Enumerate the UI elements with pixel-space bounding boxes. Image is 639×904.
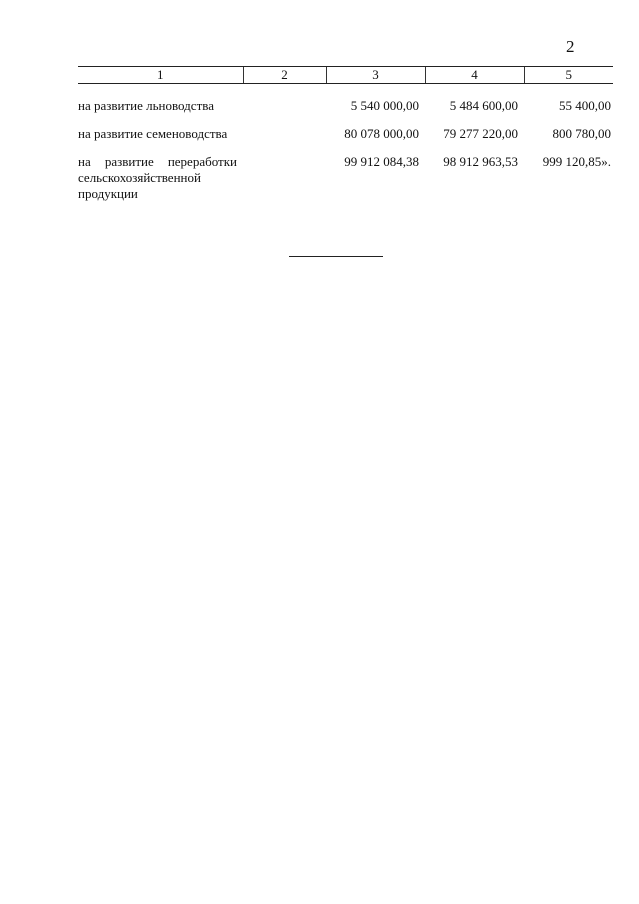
row-label: на развитие льноводства [78, 98, 214, 113]
row-col-2 [243, 84, 326, 115]
row-col-5: 999 120,85». [542, 154, 611, 169]
table-row-seeds [78, 114, 613, 142]
header-col-1: 1 [78, 67, 243, 84]
row-label: на развитие семеноводства [78, 126, 228, 141]
row-col-5: 800 780,00 [552, 126, 611, 141]
row-col-2 [243, 114, 326, 142]
row-col-4: 5 484 600,00 [449, 98, 518, 113]
header-col-3: 3 [326, 67, 425, 84]
header-col-2: 2 [243, 67, 326, 84]
row-col-5: 55 400,00 [559, 98, 611, 113]
header-col-4: 4 [425, 67, 524, 84]
budget-table [78, 66, 613, 202]
end-separator-line [289, 256, 383, 257]
table-body [78, 84, 613, 203]
row-col-3: 5 540 000,00 [350, 98, 419, 113]
row-col-4: 79 277 220,00 [443, 126, 518, 141]
row-col-3: 80 078 000,00 [344, 126, 419, 141]
row-col-3: 99 912 084,38 [344, 154, 419, 169]
table-header [78, 67, 613, 84]
row-col-4: 98 912 963,53 [443, 154, 518, 169]
row-label: на развитие переработки сельскохозяйственной продукции [78, 154, 237, 201]
table-row-flax [78, 84, 613, 115]
header-row [78, 67, 613, 84]
page-number: 2 [566, 37, 575, 56]
table-row-processing [78, 142, 613, 202]
row-col-2 [243, 142, 326, 202]
header-col-5: 5 [524, 67, 613, 84]
